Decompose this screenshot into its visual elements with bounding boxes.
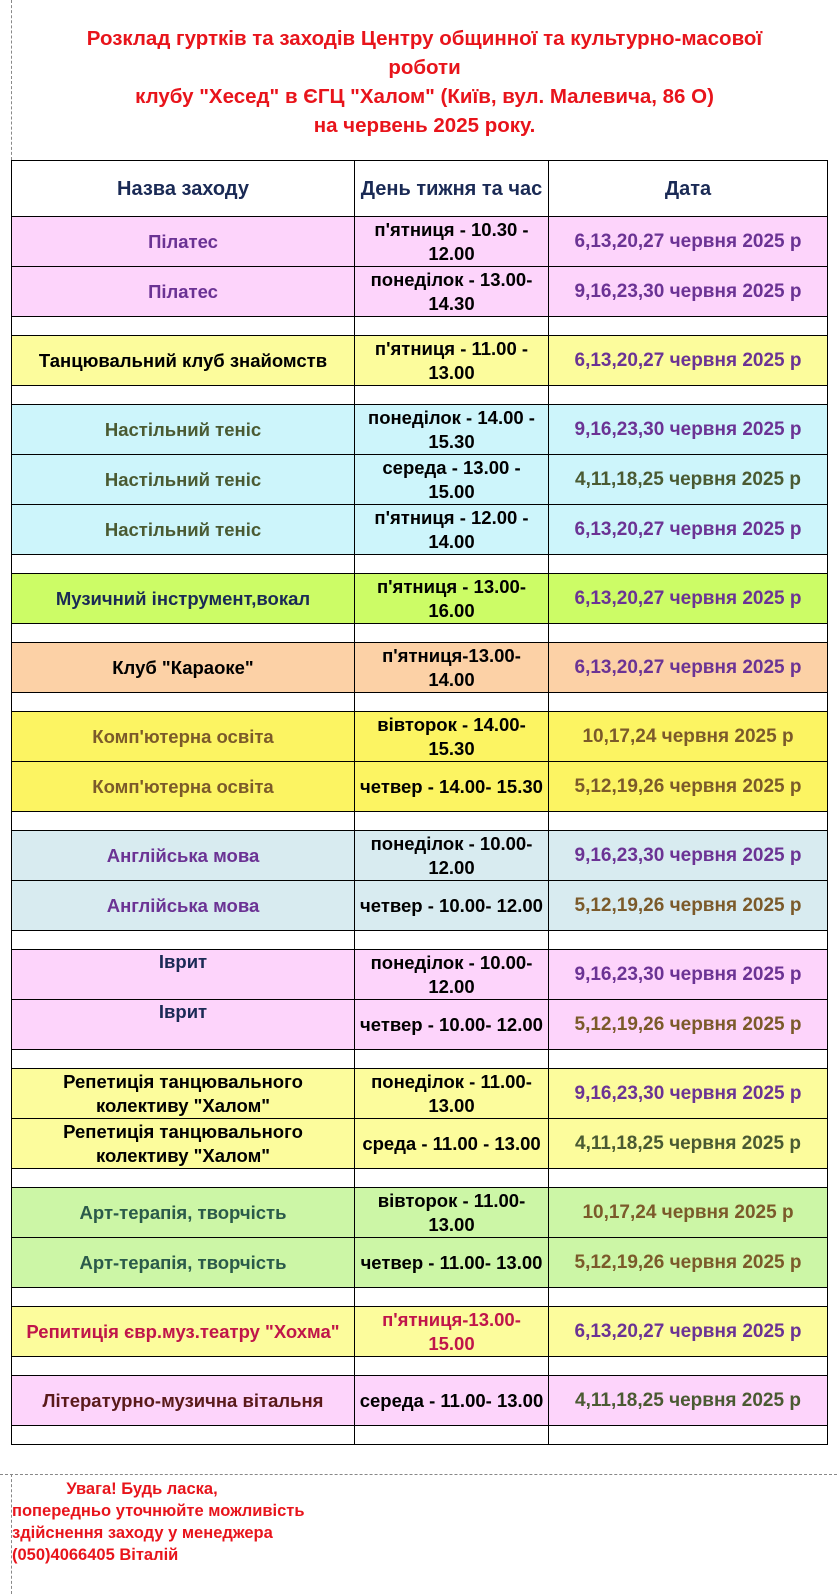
event-date-cell: 10,17,24 червня 2025 р — [549, 712, 828, 762]
event-date-cell: 4,11,18,25 червня 2025 р — [549, 1119, 828, 1169]
spacer-row — [12, 1050, 828, 1069]
spacer-cell — [355, 812, 549, 831]
spacer-cell — [549, 386, 828, 405]
event-date-cell: 9,16,23,30 червня 2025 р — [549, 1069, 828, 1119]
table-row — [12, 217, 828, 267]
spacer-cell — [355, 624, 549, 643]
table-row — [12, 505, 828, 555]
event-day-time-cell: вівторок - 11.00- 13.00 — [355, 1188, 549, 1238]
spacer-cell — [549, 624, 828, 643]
spacer-row — [12, 386, 828, 405]
event-day-time-cell: п'ятниця - 12.00 - 14.00 — [355, 505, 549, 555]
event-name-cell: Комп'ютерна освіта — [12, 712, 355, 762]
header-date: Дата — [549, 161, 828, 217]
event-day-time-cell: п'ятниця - 13.00- 16.00 — [355, 574, 549, 624]
header-name: Назва заходу — [12, 161, 355, 217]
event-date-cell: 10,17,24 червня 2025 р — [549, 1188, 828, 1238]
event-name-cell: Танцювальний клуб знайомств — [12, 336, 355, 386]
title-line-4: на червень 2025 року. — [313, 114, 536, 137]
event-date-cell: 6,13,20,27 червня 2025 р — [549, 217, 828, 267]
table-row — [12, 1069, 828, 1119]
event-name-cell: Пілатес — [12, 267, 355, 317]
spacer-cell — [355, 555, 549, 574]
table-row — [12, 405, 828, 455]
event-day-time-cell: п'ятниця-13.00- 15.00 — [355, 1307, 549, 1357]
table-header-row — [12, 161, 828, 217]
table-row — [12, 574, 828, 624]
title-line-1: Розклад гуртків та заходів Центру общинної та культурно-масової — [86, 27, 763, 50]
event-name-cell: Пілатес — [12, 217, 355, 267]
spacer-row — [12, 931, 828, 950]
table-row — [12, 881, 828, 931]
event-name-cell: Настільний теніс — [12, 505, 355, 555]
spacer-cell — [12, 1426, 355, 1445]
event-day-time-cell: понеділок - 10.00- 12.00 — [355, 950, 549, 1000]
spacer-cell — [355, 1169, 549, 1188]
spacer-cell — [12, 1288, 355, 1307]
spacer-cell — [12, 1050, 355, 1069]
event-date-cell: 9,16,23,30 червня 2025 р — [549, 950, 828, 1000]
event-name-cell: Арт-терапія, творчість — [12, 1238, 355, 1288]
page-title — [12, 24, 837, 140]
title-line-3: клубу "Хесед" в ЄГЦ "Халом" (Київ, вул. Малевича, 86 О) — [135, 85, 714, 108]
spacer-cell — [12, 812, 355, 831]
spacer-cell — [549, 1357, 828, 1376]
notice-line-2: попередньо уточнюйте можливість — [12, 1502, 305, 1520]
spacer-cell — [355, 693, 549, 712]
spacer-cell — [355, 317, 549, 336]
spacer-cell — [549, 693, 828, 712]
spacer-cell — [12, 1357, 355, 1376]
spacer-cell — [12, 386, 355, 405]
event-date-cell: 9,16,23,30 червня 2025 р — [549, 831, 828, 881]
table-row — [12, 762, 828, 812]
spacer-cell — [12, 624, 355, 643]
event-day-time-cell: среда - 11.00 - 13.00 — [355, 1119, 549, 1169]
spacer-row — [12, 812, 828, 831]
spacer-cell — [355, 1288, 549, 1307]
spacer-row — [12, 1426, 828, 1445]
spacer-cell — [355, 1357, 549, 1376]
spacer-cell — [355, 931, 549, 950]
event-day-time-cell: п'ятниця - 10.30 - 12.00 — [355, 217, 549, 267]
event-day-time-cell: четвер - 10.00- 12.00 — [355, 1000, 549, 1050]
spacer-cell — [355, 1050, 549, 1069]
spacer-row — [12, 1288, 828, 1307]
event-day-time-cell: п'ятниця - 11.00 - 13.00 — [355, 336, 549, 386]
event-name-cell: Комп'ютерна освіта — [12, 762, 355, 812]
event-date-cell: 5,12,19,26 червня 2025 р — [549, 762, 828, 812]
spacer-cell — [549, 317, 828, 336]
event-day-time-cell: четвер - 10.00- 12.00 — [355, 881, 549, 931]
spacer-cell — [12, 317, 355, 336]
spacer-row — [12, 624, 828, 643]
event-day-time-cell: четвер - 11.00- 13.00 — [355, 1238, 549, 1288]
event-date-cell: 5,12,19,26 червня 2025 р — [549, 881, 828, 931]
event-name-cell: Настільний теніс — [12, 455, 355, 505]
schedule-table — [11, 160, 828, 1445]
spacer-row — [12, 317, 828, 336]
event-day-time-cell: вівторок - 14.00- 15.30 — [355, 712, 549, 762]
event-name-cell: Репетиція танцювального колективу "Халом" — [12, 1119, 355, 1169]
notice-text — [12, 1478, 372, 1566]
spacer-cell — [549, 931, 828, 950]
spacer-cell — [549, 812, 828, 831]
table-row — [12, 1238, 828, 1288]
event-name-cell: Іврит — [12, 1000, 355, 1050]
page-divider — [0, 1474, 837, 1475]
title-line-2: роботи — [388, 56, 461, 79]
table-row — [12, 643, 828, 693]
event-date-cell: 4,11,18,25 червня 2025 р — [549, 455, 828, 505]
event-name-cell: Літературно-музична вітальня — [12, 1376, 355, 1426]
event-day-time-cell: четвер - 14.00- 15.30 — [355, 762, 549, 812]
spacer-cell — [12, 555, 355, 574]
event-date-cell: 6,13,20,27 червня 2025 р — [549, 336, 828, 386]
event-date-cell: 5,12,19,26 червня 2025 р — [549, 1238, 828, 1288]
spacer-cell — [549, 1169, 828, 1188]
table-row — [12, 1119, 828, 1169]
notice-line-4: (050)4066405 Віталій — [12, 1546, 179, 1564]
spacer-row — [12, 1169, 828, 1188]
event-name-cell: Англійська мова — [12, 831, 355, 881]
event-day-time-cell: понеділок - 13.00- 14.30 — [355, 267, 549, 317]
event-name-cell: Арт-терапія, творчість — [12, 1188, 355, 1238]
event-date-cell: 6,13,20,27 червня 2025 р — [549, 643, 828, 693]
header-day: День тижня та час — [355, 161, 549, 217]
event-name-cell: Клуб "Караоке" — [12, 643, 355, 693]
spacer-cell — [355, 386, 549, 405]
event-day-time-cell: понеділок - 14.00 - 15.30 — [355, 405, 549, 455]
event-date-cell: 9,16,23,30 червня 2025 р — [549, 267, 828, 317]
spacer-cell — [12, 1169, 355, 1188]
spacer-cell — [549, 1050, 828, 1069]
table-row — [12, 1188, 828, 1238]
spacer-row — [12, 555, 828, 574]
spacer-cell — [12, 693, 355, 712]
table-row — [12, 1000, 828, 1050]
spacer-row — [12, 693, 828, 712]
table-row — [12, 1307, 828, 1357]
event-day-time-cell: понеділок - 10.00- 12.00 — [355, 831, 549, 881]
spacer-cell — [549, 1426, 828, 1445]
event-date-cell: 9,16,23,30 червня 2025 р — [549, 405, 828, 455]
spacer-cell — [549, 1288, 828, 1307]
event-name-cell: Музичний інструмент,вокал — [12, 574, 355, 624]
spacer-row — [12, 1357, 828, 1376]
table-row — [12, 1376, 828, 1426]
notice-line-3: здійснення заходу у менеджера — [12, 1524, 273, 1542]
spacer-cell — [549, 555, 828, 574]
event-date-cell: 6,13,20,27 червня 2025 р — [549, 574, 828, 624]
table-row — [12, 831, 828, 881]
table-row — [12, 950, 828, 1000]
event-day-time-cell: середа - 13.00 - 15.00 — [355, 455, 549, 505]
event-date-cell: 5,12,19,26 червня 2025 р — [549, 1000, 828, 1050]
event-day-time-cell: середа - 11.00- 13.00 — [355, 1376, 549, 1426]
event-name-cell: Репетиція танцювального колективу "Халом" — [12, 1069, 355, 1119]
event-name-cell: Репитиція євр.муз.театру "Хохма" — [12, 1307, 355, 1357]
table-row — [12, 455, 828, 505]
table-row — [12, 267, 828, 317]
event-date-cell: 4,11,18,25 червня 2025 р — [549, 1376, 828, 1426]
spacer-cell — [12, 931, 355, 950]
table-row — [12, 712, 828, 762]
event-day-time-cell: понеділок - 11.00- 13.00 — [355, 1069, 549, 1119]
event-name-cell: Іврит — [12, 950, 355, 1000]
notice-line-1: Увага! Будь ласка, — [66, 1480, 218, 1498]
event-day-time-cell: п'ятниця-13.00- 14.00 — [355, 643, 549, 693]
event-date-cell: 6,13,20,27 червня 2025 р — [549, 1307, 828, 1357]
spacer-cell — [355, 1426, 549, 1445]
event-date-cell: 6,13,20,27 червня 2025 р — [549, 505, 828, 555]
event-name-cell: Настільний теніс — [12, 405, 355, 455]
event-name-cell: Англійська мова — [12, 881, 355, 931]
table-row — [12, 336, 828, 386]
